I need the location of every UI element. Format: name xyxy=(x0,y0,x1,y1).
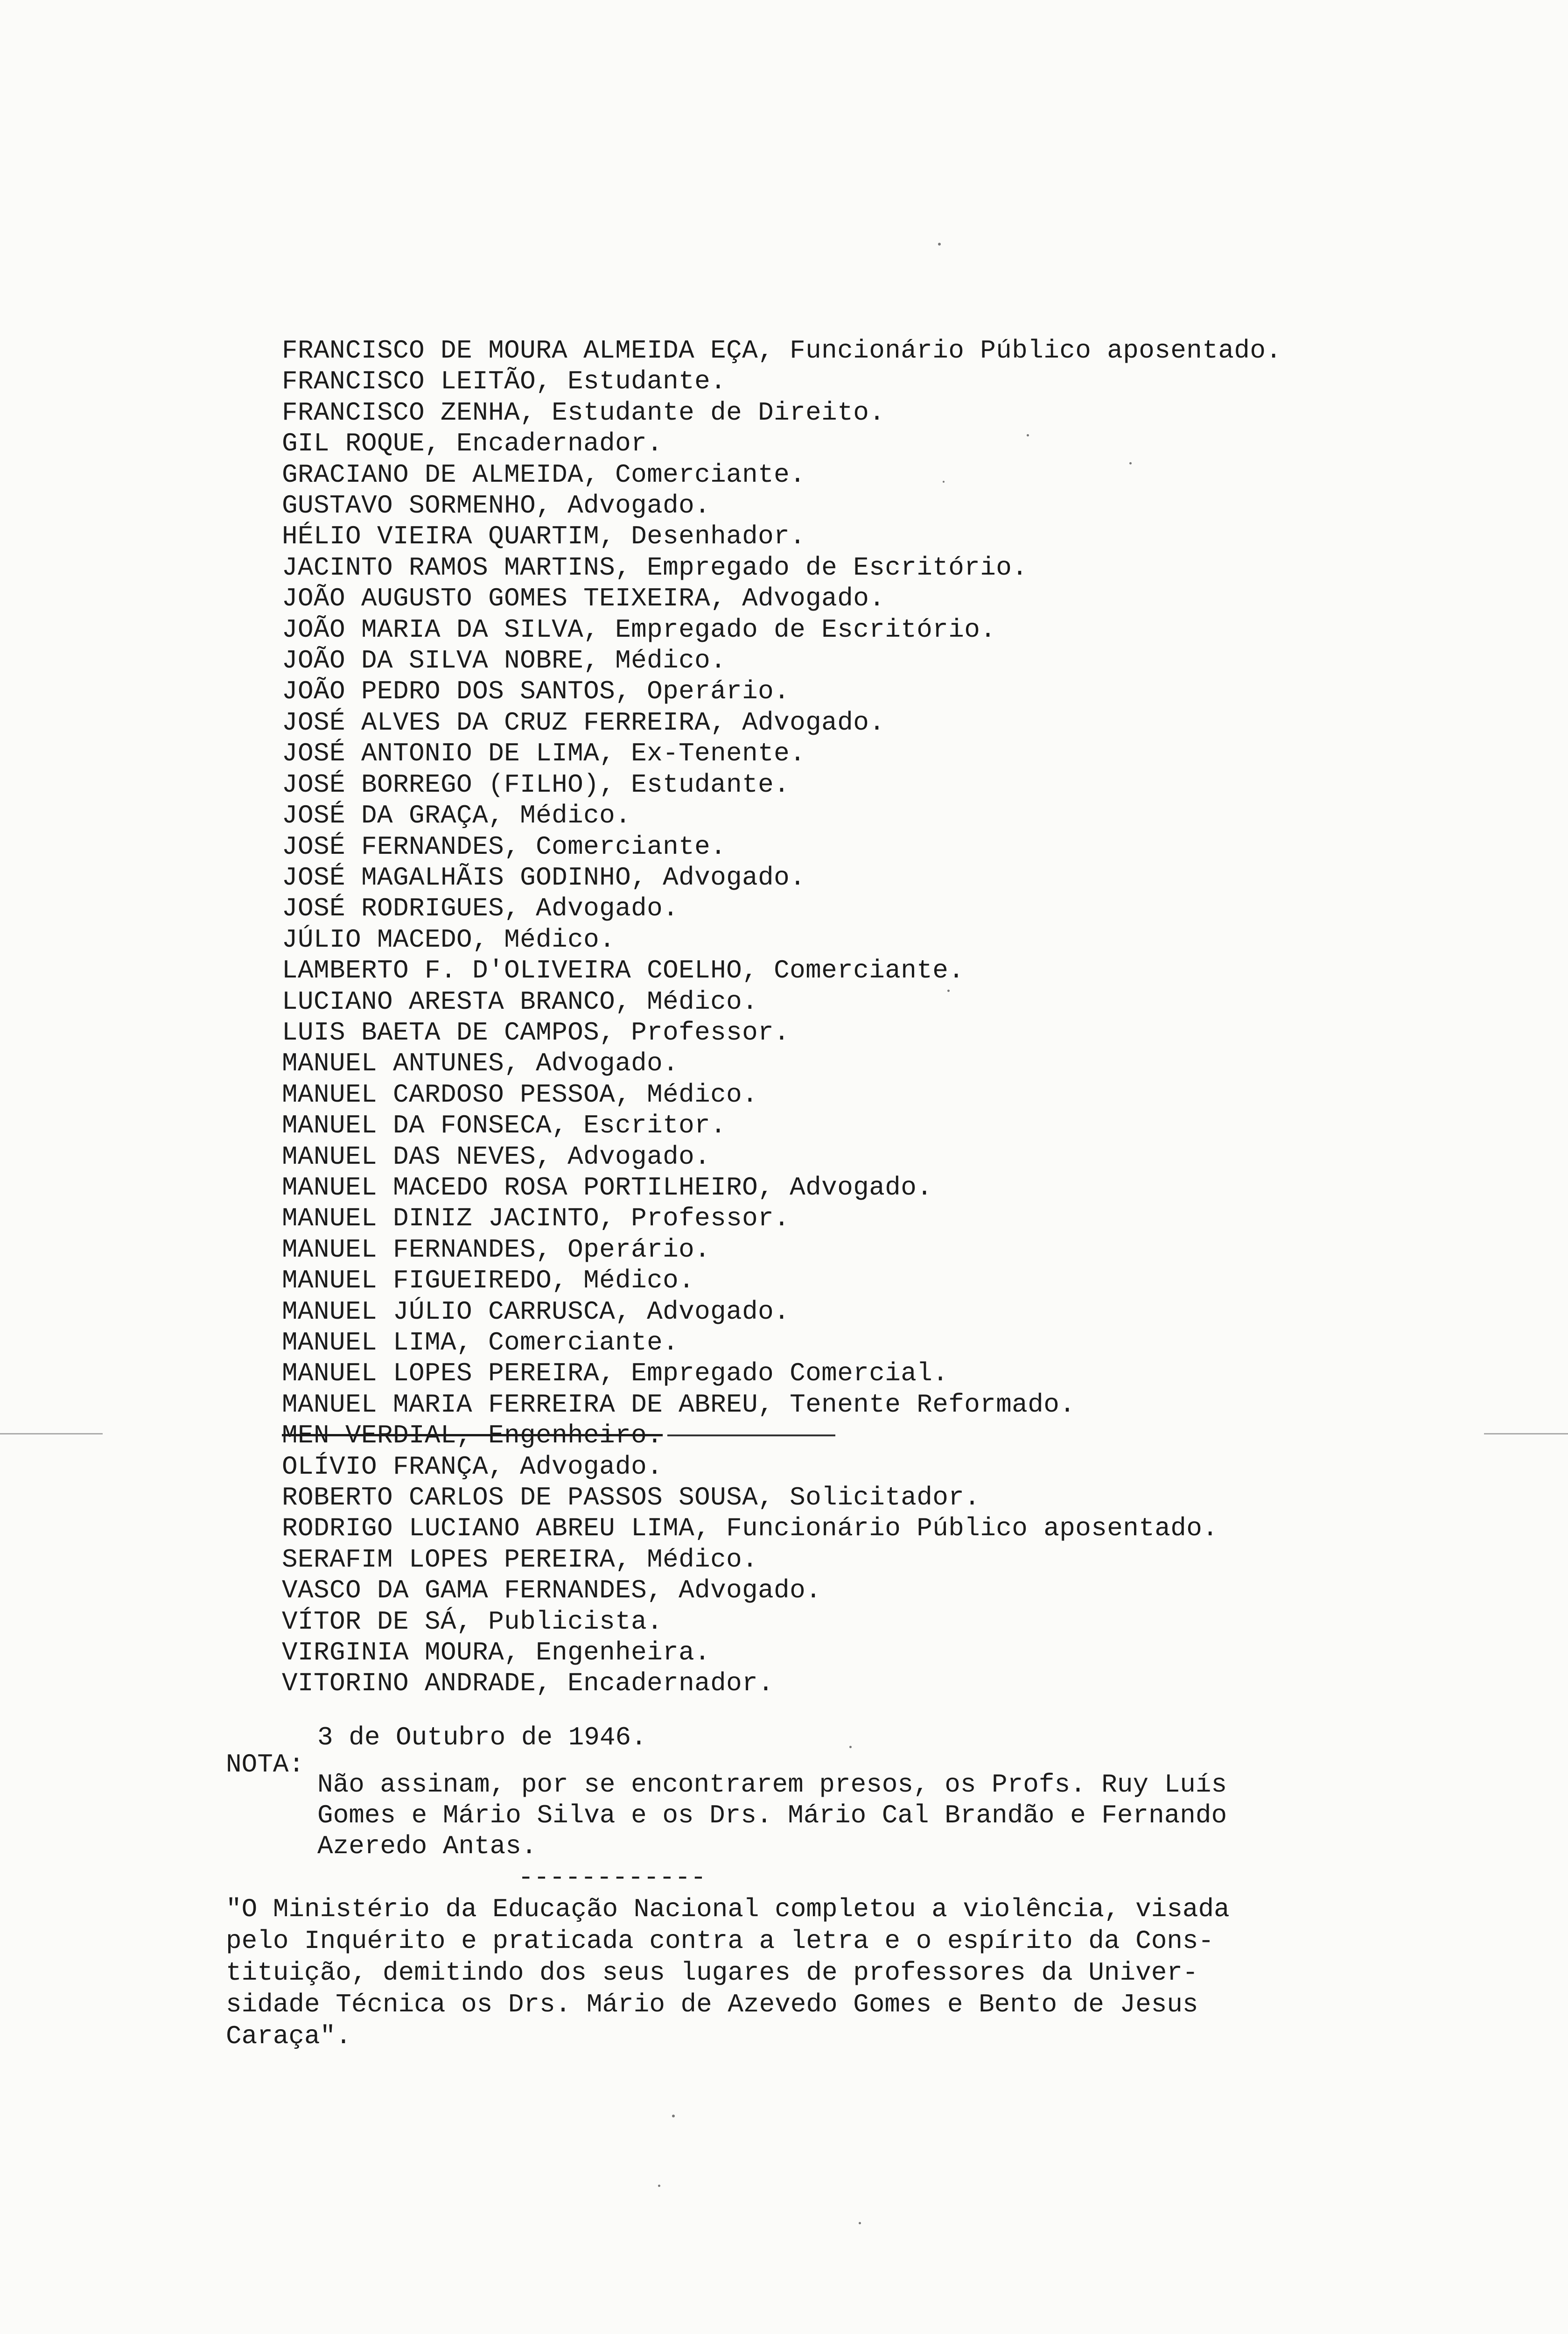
signatory-line: VITORINO ANDRADE, Encadernador. xyxy=(282,1668,774,1699)
signatory-line: MANUEL CARDOSO PESSOA, Médico. xyxy=(282,1079,758,1110)
signatory-line: MANUEL LIMA, Comerciante. xyxy=(282,1328,679,1357)
signatory-line: JOÃO DA SILVA NOBRE, Médico. xyxy=(282,646,727,676)
paper-speck xyxy=(1129,462,1132,464)
signatory-line: MANUEL ANTUNES, Advogado. xyxy=(282,1048,679,1079)
signatory-line: ROBERTO CARLOS DE PASSOS SOUSA, Solicitador. xyxy=(282,1483,980,1513)
signatory-line: JACINTO RAMOS MARTINS, Empregado de Escritório. xyxy=(282,552,1028,583)
signatory-line: SERAFIM LOPES PEREIRA, Médico. xyxy=(282,1544,758,1575)
signatory-line: JOSÉ ALVES DA CRUZ FERREIRA, Advogado. xyxy=(282,707,885,738)
signatory-line: RODRIGO LUCIANO ABREU LIMA, Funcionário Público aposentado. xyxy=(282,1513,1218,1544)
signatory-line: JOÃO AUGUSTO GOMES TEIXEIRA, Advogado. xyxy=(282,584,885,614)
signatory-line: JOÃO MARIA DA SILVA, Empregado de Escritório. xyxy=(282,614,996,645)
signatory-line: MANUEL LOPES PEREIRA, Empregado Comercial. xyxy=(282,1358,949,1389)
paper-speck xyxy=(849,1746,852,1748)
paper-speck xyxy=(947,990,950,992)
signatory-line: JOSÉ FERNANDES, Comerciante. xyxy=(282,831,727,862)
signatory-line: VIRGINIA MOURA, Engenheira. xyxy=(282,1638,711,1668)
signatory-line: JOÃO PEDRO DOS SANTOS, Operário. xyxy=(282,676,790,707)
fold-mark xyxy=(0,1433,103,1434)
paper-speck xyxy=(1027,434,1029,436)
signatory-line: GIL ROQUE, Encadernador. xyxy=(282,429,663,459)
paper-speck xyxy=(943,481,945,483)
signatory-line: MANUEL FIGUEIREDO, Médico. xyxy=(282,1265,695,1296)
signatory-line: FRANCISCO ZENHA, Estudante de Direito. xyxy=(282,397,885,428)
signatory-line: FRANCISCO LEITÃO, Estudante. xyxy=(282,366,727,397)
signatory-line: MANUEL DAS NEVES, Advogado. xyxy=(282,1141,711,1172)
signatory-line: MANUEL MARIA FERREIRA DE ABREU, Tenente Reformado. xyxy=(282,1389,1076,1420)
fold-mark xyxy=(1484,1433,1568,1434)
signatory-line: MANUEL DA FONSECA, Escritor. xyxy=(282,1111,727,1141)
separator-line: ------------ xyxy=(518,1863,707,1892)
signatory-line: MANUEL DINIZ JACINTO, Professor. xyxy=(282,1203,790,1234)
signatory-line: JOSÉ ANTONIO DE LIMA, Ex-Tenente. xyxy=(282,738,806,769)
signatory-line: JOSÉ RODRIGUES, Advogado. xyxy=(282,893,679,924)
signatory-line: GRACIANO DE ALMEIDA, Comerciante. xyxy=(282,459,806,490)
signatory-line: LUIS BAETA DE CAMPOS, Professor. xyxy=(282,1017,790,1047)
paper-speck xyxy=(938,243,941,246)
signatory-line: MANUEL JÚLIO CARRUSCA, Advogado. xyxy=(282,1296,790,1327)
note-text: Não assinam, por se encontrarem presos, os Profs. Ruy Luís Gomes e Mário Silva e os Drs. Mário Cal Brandão e Fernando Azeredo Antas. xyxy=(317,1770,1227,1861)
signatory-line: LUCIANO ARESTA BRANCO, Médico. xyxy=(282,986,758,1017)
signatory-line: HÉLIO VIEIRA QUARTIM, Desenhador. xyxy=(282,521,806,552)
paper-speck xyxy=(859,2222,861,2224)
signatory-line: JOSÉ BORREGO (FILHO), Estudante. xyxy=(282,769,790,800)
signatory-line: GUSTAVO SORMENHO, Advogado. xyxy=(282,491,711,521)
struck-signatory-line xyxy=(282,1420,1477,1451)
signatory-line: MANUEL MACEDO ROSA PORTILHEIRO, Advogado. xyxy=(282,1172,933,1202)
quoted-statement: "O Ministério da Educação Nacional completou a violência, visada pelo Inquérito e praticada contra a letra e o espírito da Cons- tituição, demitindo dos seus lugares de professores da Univer- sidade Técnica os Drs. Mário de Azevedo Gomes e Bento de Jesus Caraça". xyxy=(226,1894,1230,2051)
signatory-line: MANUEL FERNANDES, Operário. xyxy=(282,1234,711,1265)
signatory-line: JOSÉ DA GRAÇA, Médico. xyxy=(282,801,631,831)
signatory-line: JÚLIO MACEDO, Médico. xyxy=(282,924,616,955)
signatory-line: VÍTOR DE SÁ, Publicista. xyxy=(282,1606,663,1637)
document-date: 3 de Outubro de 1946. xyxy=(317,1722,647,1752)
signatory-line: FRANCISCO DE MOURA ALMEIDA EÇA, Funcionário Público aposentado. xyxy=(282,336,1282,366)
signatory-list xyxy=(282,335,1477,1699)
signatory-line: LAMBERTO F. D'OLIVEIRA COELHO, Comerciante. xyxy=(282,956,965,986)
signatory-line: OLÍVIO FRANÇA, Advogado. xyxy=(282,1451,663,1482)
strike-through-mark xyxy=(667,1434,835,1436)
paper-speck xyxy=(672,2115,675,2117)
signatory-line: VASCO DA GAMA FERNANDES, Advogado. xyxy=(282,1575,822,1606)
note-label: NOTA: xyxy=(226,1750,305,1779)
struck-signatory-text: MEN VERDIAL, Engenheiro. xyxy=(282,1420,663,1451)
signatory-line: JOSÉ MAGALHÃIS GODINHO, Advogado. xyxy=(282,862,806,893)
paper-speck xyxy=(658,2185,660,2187)
